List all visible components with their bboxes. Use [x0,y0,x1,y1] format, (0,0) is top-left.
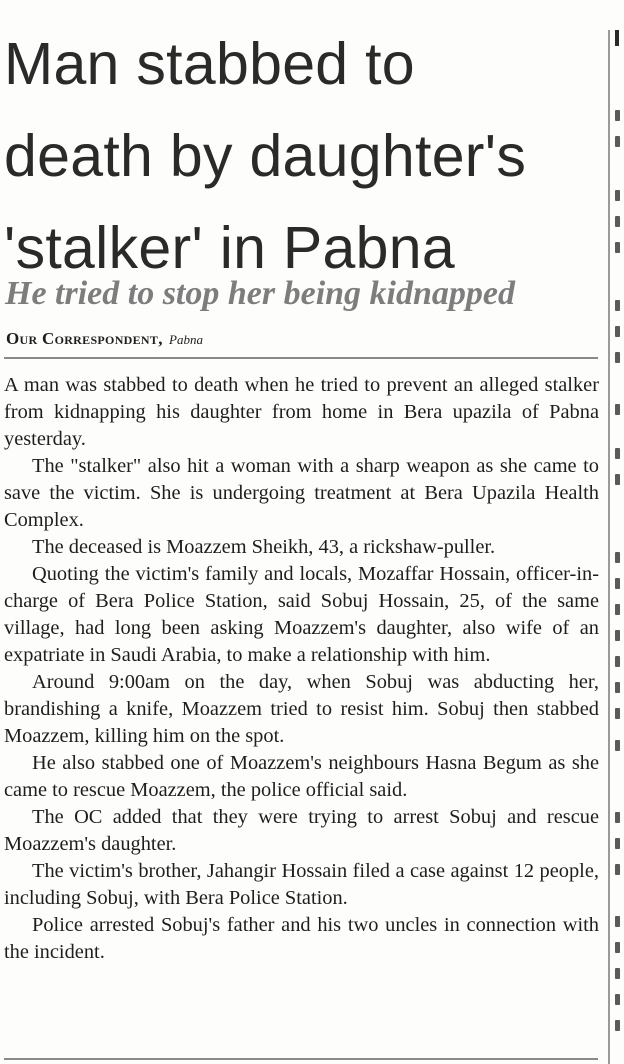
clipped-glyph [615,300,620,311]
paragraph-5: Around 9:00am on the day, when Sobuj was abducting her, brandishing a knife, Moazzem tried to resist him. Sobuj then stabbed Moazzem, killing him on the spot. [4,671,599,747]
byline [6,328,600,351]
headline-line-1: Man stabbed to [4,31,415,97]
clipped-glyph [615,968,620,979]
clipped-glyph [615,630,620,641]
clipped-glyph [615,994,620,1005]
headline-line-2: death by daughter's [4,123,527,189]
paragraph-6: He also stabbed one of Moazzem's neighbours Hasna Begum as she came to rescue Moazzem, the police official said. [4,752,599,801]
paragraph-3: The deceased is Moazzem Sheikh, 43, a rickshaw-puller. [32,536,496,558]
clipped-glyph [615,812,620,823]
byline-location: Pabna [169,332,203,347]
clipped-glyph [615,136,620,147]
paragraph-8: The victim's brother, Jahangir Hossain filed a case against 12 people, including Sobuj, with Bera Police Station. [4,860,599,909]
clipped-glyph [615,682,620,693]
headline [4,18,600,294]
clipped-glyph [615,578,620,589]
divider-top [4,357,598,359]
clipped-glyph [615,740,620,751]
clipped-glyph [615,242,620,253]
clipped-glyph [615,110,620,121]
paragraph-7: The OC added that they were trying to arrest Sobuj and rescue Moazzem's daughter. [4,806,599,855]
clipped-glyph [615,352,620,363]
clipped-glyph [615,838,620,849]
paragraph-4: Quoting the victim's family and locals, Mozaffar Hossain, officer-in-charge of Bera Police Station, said Sobuj Hossain, 25, of the same village, had long been asking Moazzem's daughter, also wife of an expatriate in Saudi Arabia, to make a relationship with him. [4,563,599,666]
adjacent-column-clipped [614,0,624,1064]
paragraph-2: The "stalker" also hit a woman with a sharp weapon as she came to save the victim. She is undergoing treatment at Bera Upazila Health Complex. [4,455,599,531]
clipped-glyph [615,916,620,927]
headline-line-3: 'stalker' in Pabna [4,215,456,281]
clipped-glyph [615,864,620,875]
clipped-glyph [615,404,620,415]
subheadline: He tried to stop her being kidnapped [5,275,515,312]
clipped-glyph [615,474,620,485]
clipped-glyph [615,552,620,563]
clipped-glyph [615,30,619,46]
clipped-glyph [615,448,620,459]
clipped-glyph [615,942,620,953]
clipped-glyph [615,190,620,201]
paragraph-9: Police arrested Sobuj's father and his two uncles in connection with the incident. [4,914,599,963]
clipped-glyph [615,656,620,667]
paragraph-1: A man was stabbed to death when he tried to prevent an alleged stalker from kidnapping his daughter from home in Bera upazila of Pabna yesterday. [4,374,599,450]
byline-author: Our Correspondent, [6,329,163,348]
column-divider [608,30,610,1064]
clipped-glyph [615,708,620,719]
divider-bottom [4,1058,598,1060]
article-body [4,372,599,966]
clipped-glyph [615,1020,620,1031]
clipped-glyph [615,216,620,227]
clipped-glyph [615,604,620,615]
clipped-glyph [615,326,620,337]
